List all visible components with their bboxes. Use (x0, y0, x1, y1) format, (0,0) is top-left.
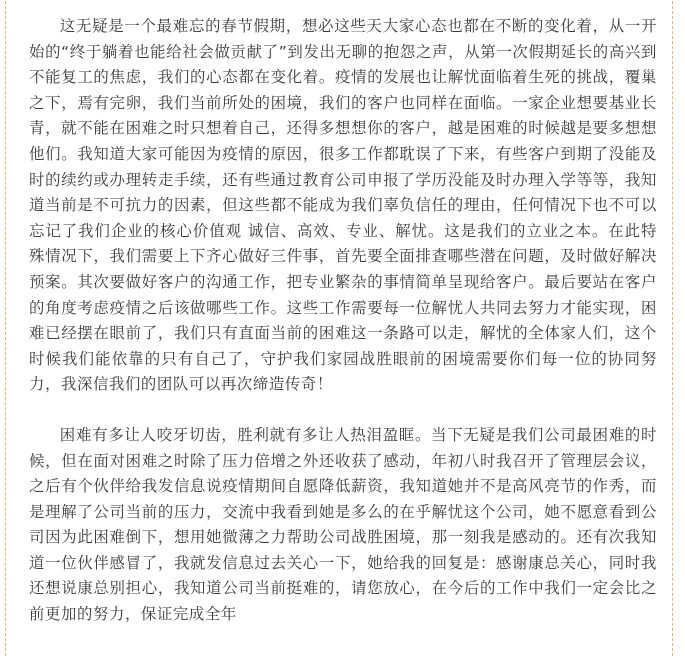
article-paragraph-2: 困难有多让人咬牙切齿，胜利就有多让人热泪盈眶。当下无疑是我们公司最困难的时候，但在面对困难之时除了压力倍增之外还收获了感动，年初八时我召开了管理层会议，之后有个伙伴给我发信息说疫情期间自愿降低薪资，我知道她并不是高风亮节的作秀，而是理解了公司当前的压力，交流中我看到她是多么的在乎解忧这个公司，她不愿意看到公司因为此困难倒下，想用她微薄之力帮助公司战胜困境，那一刻我是感动的。还有次我知道一位伙伴感冒了，我就发信息过去关心一下，她给我的回复是：感谢康总关心，同时我还想说康总别担心，我知道公司当前挺难的，请您放心，在今后的工作中我们一定会比之前更加的努力，保证完成全年 (29, 425, 657, 624)
article-paragraph-1: 这无疑是一个最难忘的春节假期，想必这些天大家心态也都在不断的变化着，从一开始的“终于躺着也能给社会做贡献了”到发出无聊的抱怨之声，从第一次假期延长的高兴到不能复工的焦虑，我们的心态都在变化着。疫情的发展也让解忧面临着生死的挑战，覆巢之下，焉有完卵，我们当前所处的困境，我们的客户也同样在面临。一家企业想要基业长青，就不能在困难之时只想着自己，还得多想想你的客户，越是困难的时候越是要多想想他们。我知道大家可能因为疫情的原因，很多工作都耽误了下来，有些客户到期了没能及时的续约或办理转走手续，还有些通过教育公司申报了学历没能及时办理入学等等，我知道当前是不可抗力的因素，但这些都不能成为我们辜负信任的理由，任何情况下也不可以忘记了我们企业的核心价值观 诚信、高效、专业、解忧。这是我们的立业之本。在此特殊情况下，我们需要上下齐心做好三件事，首先要全面排查哪些潜在问题，及时做好解决预案。其次要做好客户的沟通工作，把专业繁杂的事情简单呈现给客户。最后要站在客户的角度考虑疫情之后该做哪些工作。这些工作需要每一位解忧人共同去努力才能实现，困难已经摆在眼前了，我们只有直面当前的困难这一条路可以走，解忧的全体家人们，这个时候我们能依靠的只有自己了，守护我们家园战胜眼前的困境需要你们每一位的协同努力，我深信我们的团队可以再次缔造传奇！ (29, 17, 657, 394)
article-body (29, 14, 657, 628)
